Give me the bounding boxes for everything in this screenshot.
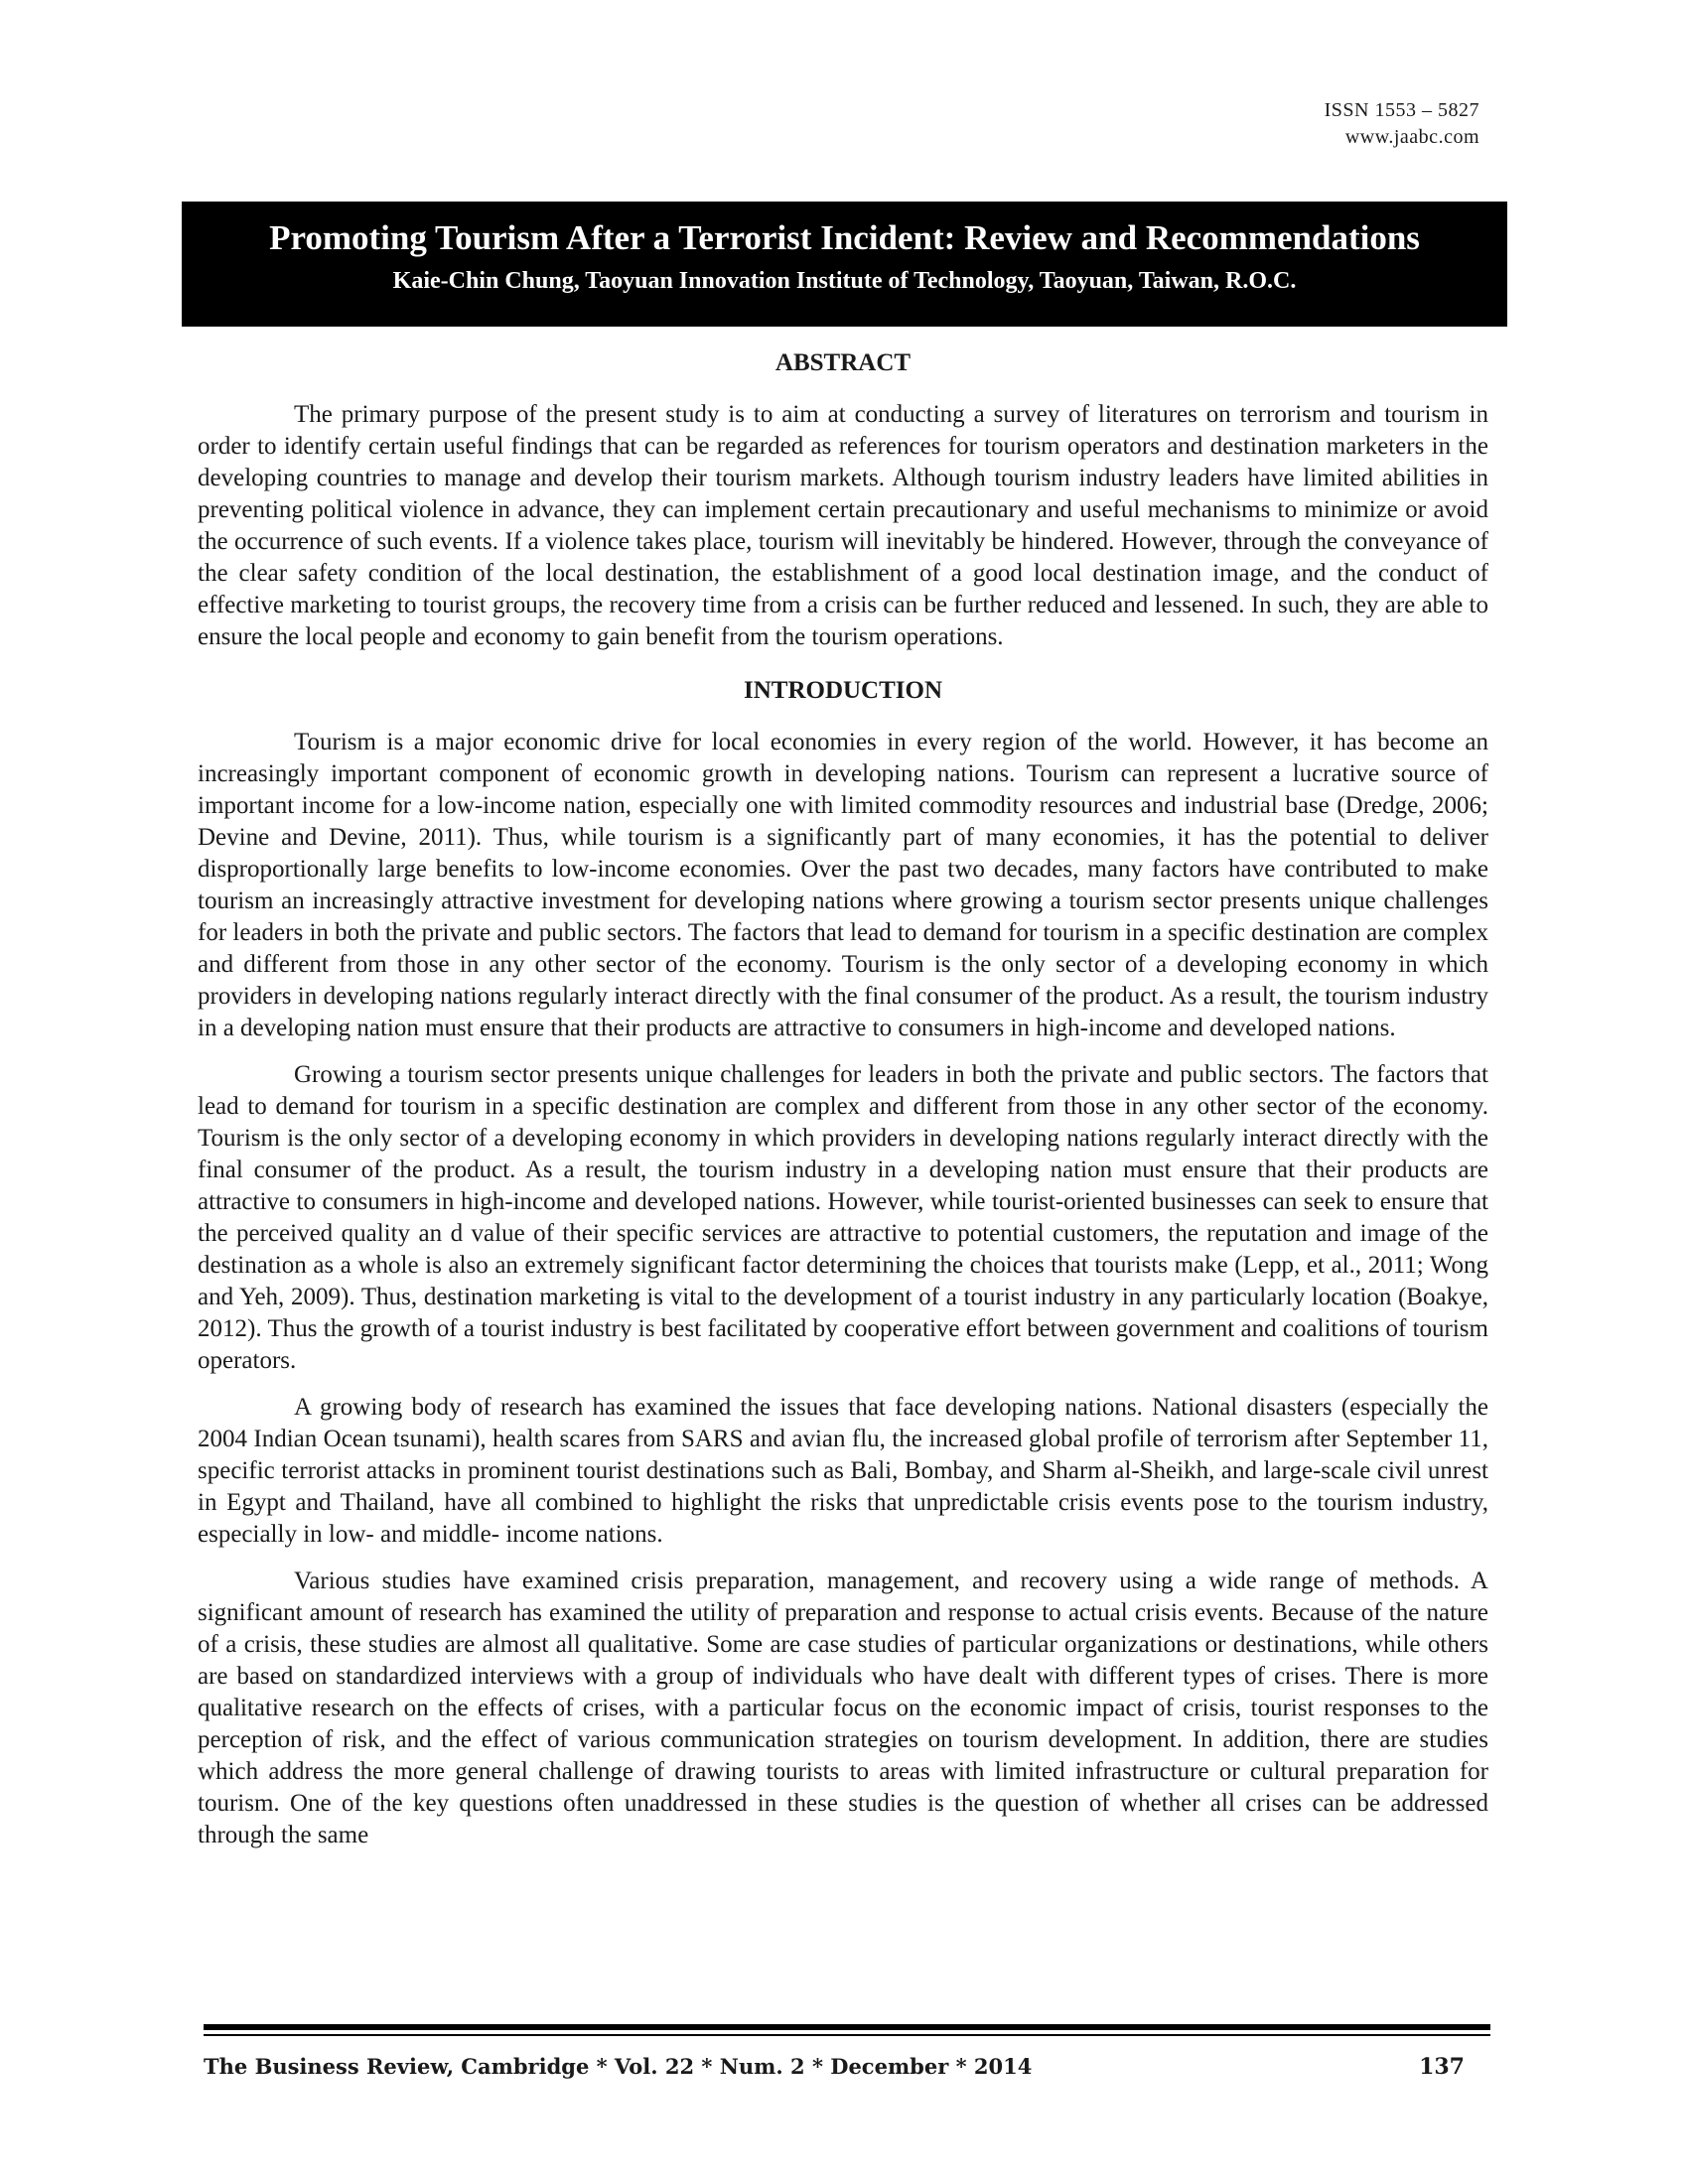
footer-rule-thick bbox=[204, 2024, 1490, 2030]
title-block bbox=[182, 202, 1507, 327]
journal-website: www.jaabc.com bbox=[1344, 126, 1479, 148]
article-body bbox=[198, 347, 1488, 1866]
issn-header bbox=[1182, 97, 1479, 151]
page-number: 137 bbox=[1419, 2054, 1465, 2080]
introduction-paragraph-3: A growing body of research has examined the issues that face developing nations. National disasters (especially the 2004 Indian Ocean tsunami), health scares from SARS and avian flu, the increased global profile of terrorism after September 11, specific terrorist attacks in prominent tourist destinations such as Bali, Bombay, and Sharm al-Sheikh, and large-scale civil unrest in Egypt and Thailand, have all combined to highlight the risks that unpredictable crisis events pose to the tourism industry, especially in low- and middle- income nations. bbox=[198, 1394, 1488, 1548]
footer-rule-thin bbox=[204, 2034, 1490, 2036]
issn-number: ISSN 1553 – 5827 bbox=[1324, 99, 1479, 121]
journal-citation: The Business Review, Cambridge * Vol. 22 * Num. 2 * December * 2014 bbox=[204, 2054, 1033, 2079]
author-affiliation: Kaie-Chin Chung, Taoyuan Innovation Institute of Technology, Taoyuan, Taiwan, R.O.C. bbox=[392, 268, 1297, 294]
introduction-paragraph-2: Growing a tourism sector presents unique challenges for leaders in both the private and public sectors. The factors that lead to demand for tourism in a specific destination are complex and different from those in any other sector of the economy. Tourism is the only sector of a developing economy in which providers in developing nations regularly interact directly with the final consumer of the product. As a result, the tourism industry in a developing nation must ensure that their products are attractive to consumers in high-income and developed nations. However, while tourist-oriented businesses can seek to ensure that the perceived quality an d value of their specific services are attractive to potential customers, the reputation and image of the destination as a whole is also an extremely significant factor determining the choices that tourists make (Lepp, et al., 2011; Wong and Yeh, 2009). Thus, destination marketing is vital to the development of a tourist industry in any particularly location (Boakye, 2012). Thus the growth of a tourist industry is best facilitated by cooperative effort between government and coalitions of tourism operators. bbox=[198, 1061, 1488, 1374]
paper-title: Promoting Tourism After a Terrorist Incident: Review and Recommendations bbox=[269, 218, 1420, 257]
abstract-text: The primary purpose of the present study is to aim at conducting a survey of literatures on terrorism and tourism in order to identify certain useful findings that can be regarded as references for tourism operators and destination marketers in the developing countries to manage and develop their tourism markets. Although tourism industry leaders have limited abilities in preventing political violence in advance, they can implement certain precautionary and useful mechanisms to minimize or avoid the occurrence of such events. If a violence takes place, tourism will inevitably be hindered. However, through the conveyance of the clear safety condition of the local destination, the establishment of a good local destination image, and the conduct of effective marketing to tourist groups, the recovery time from a crisis can be further reduced and lessened. In such, they are able to ensure the local people and economy to gain benefit from the tourism operations. bbox=[198, 401, 1488, 650]
abstract-heading: ABSTRACT bbox=[774, 349, 912, 376]
introduction-paragraph-1: Tourism is a major economic drive for local economies in every region of the world. However, it has become an increasingly important component of economic growth in developing nations. Tourism can represent a lucrative source of important income for a low-income nation, especially one with limited commodity resources and industrial base (Dredge, 2006; Devine and Devine, 2011). Thus, while tourism is a significantly part of many economies, it has the potential to deliver disproportionally large benefits to low-income economies. Over the past two decades, many factors have contributed to make tourism an increasingly attractive investment for developing nations where growing a tourism sector presents unique challenges for leaders in both the private and public sectors. The factors that lead to demand for tourism in a specific destination are complex and different from those in any other sector of the economy. Tourism is the only sector of a developing economy in which providers in developing nations regularly interact directly with the final consumer of the product. As a result, the tourism industry in a developing nation must ensure that their products are attractive to consumers in high-income and developed nations. bbox=[198, 729, 1488, 1041]
introduction-paragraph-4: Various studies have examined crisis preparation, management, and recovery using a wide range of methods. A significant amount of research has examined the utility of preparation and response to actual crisis events. Because of the nature of a crisis, these studies are almost all qualitative. Some are case studies of particular organizations or destinations, while others are based on standardized interviews with a group of individuals who have dealt with different types of crises. There is more qualitative research on the effects of crises, with a particular focus on the economic impact of crisis, tourist responses to the perception of risk, and the effect of various communication strategies on tourism development. In addition, there are studies which address the more general challenge of drawing tourists to areas with limited infrastructure or cultural preparation for tourism. One of the key questions often unaddressed in these studies is the question of whether all crises can be addressed through the same bbox=[198, 1568, 1488, 1848]
page-footer bbox=[204, 2050, 1465, 2084]
introduction-heading: INTRODUCTION bbox=[743, 677, 943, 704]
